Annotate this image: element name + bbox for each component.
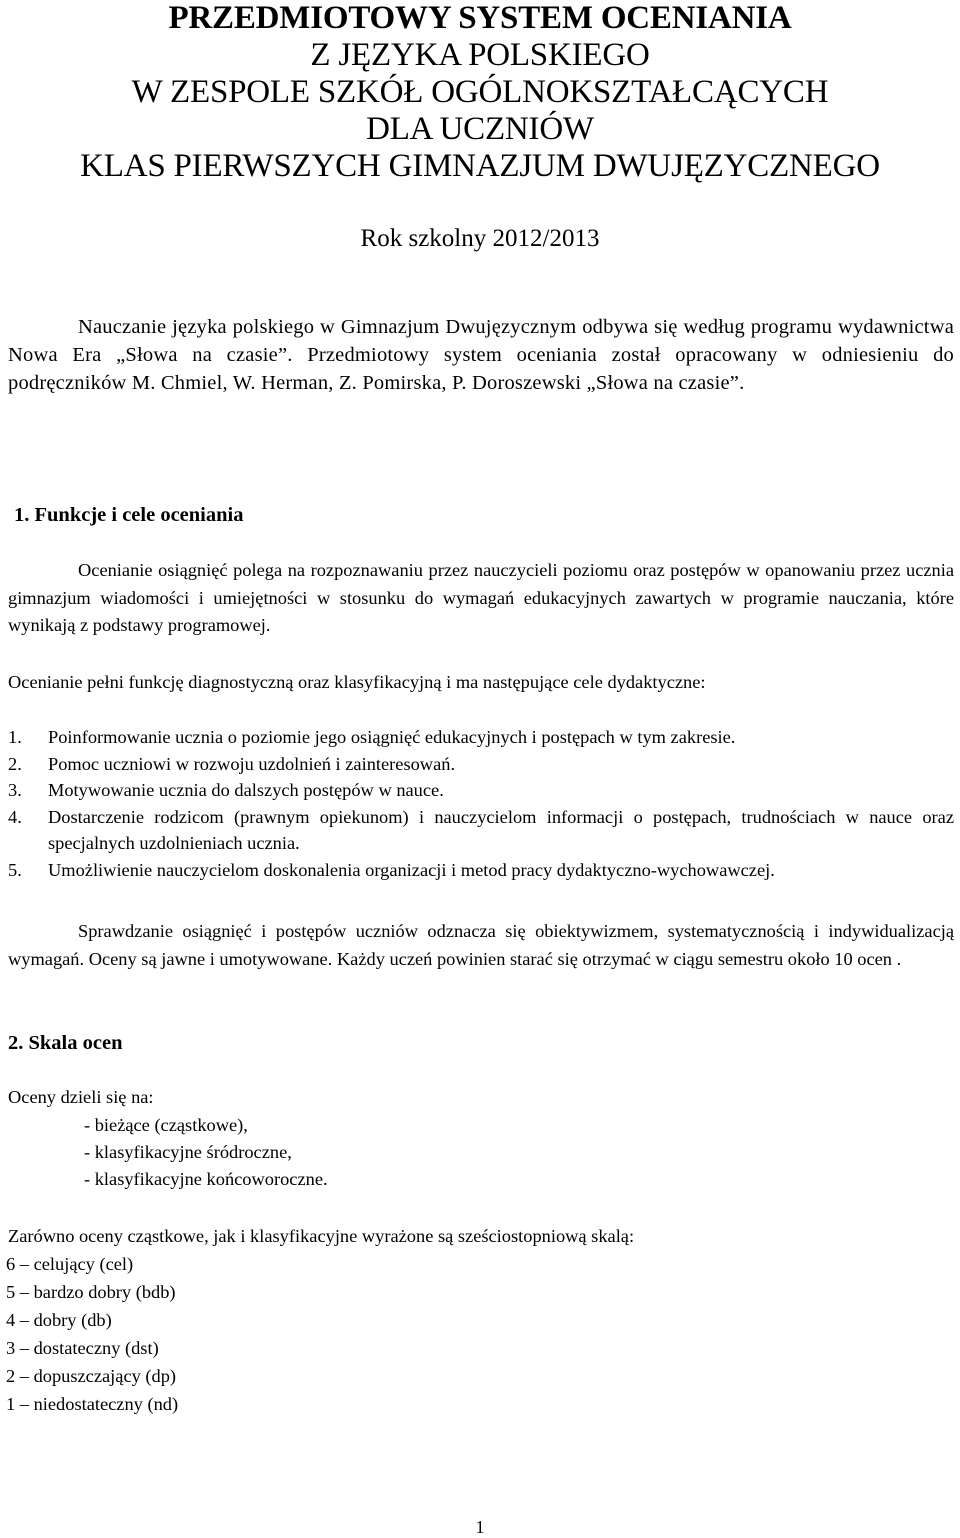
list-item-text: Motywowanie ucznia do dalszych postępów w nauce. <box>48 780 444 800</box>
list-item-number: 2. <box>8 753 22 774</box>
list-item-text: Dostarczenie rodzicom (prawnym opiekunom) i nauczycielom informacji o postępach, trudnościach w nauce oraz specjalnych uzdolnieniach ucznia. <box>48 806 954 853</box>
page-number: 1 <box>475 1517 485 1537</box>
paragraph-text: Ocenianie osiągnięć polega na rozpoznawaniu przez nauczycieli poziomu oraz postępów w opanowaniu przez ucznia gimnazjum wiadomości i umiejętności w stosunku do wymagań edukacyjnych zawartych w programie nauczania, które wynikają z podstawy programowej. <box>8 560 954 635</box>
list-item <box>8 857 954 884</box>
list-item-number: 5. <box>8 859 22 880</box>
list-item: 3 – dostateczny (dst) <box>6 1338 159 1358</box>
document-title <box>0 0 960 185</box>
paragraph-text: Sprawdzanie osiągnięć i postępów uczniów odznacza się obiektywizmem, systematycznością i indywidualizacją wymagań. Oceny są jawne i umotywowane. Każdy uczeń powinien starać się otrzymać w ciągu semestru około 10 ocen . <box>8 921 954 969</box>
section-1-heading: 1. Funkcje i cele oceniania <box>14 504 244 526</box>
list-item: 4 – dobry (db) <box>6 1310 112 1330</box>
list-item: - bieżące (cząstkowe), <box>84 1115 248 1135</box>
section-2-heading: 2. Skala ocen <box>8 1032 123 1054</box>
goals-list <box>8 724 954 883</box>
grade-scale-list <box>6 1250 178 1418</box>
grade-types-list <box>84 1112 328 1193</box>
intro-paragraph <box>8 313 954 397</box>
intro-text: Nauczanie języka polskiego w Gimnazjum Dwujęzycznym odbywa się według programu wydawnictwa Nowa Era „Słowa na czasie”. Przedmiotowy system oceniania został opracowany w odniesieniu do podręczników M. Chmiel, W. Herman, Z. Pomirska, P. Doroszewski „Słowa na czasie”. <box>8 316 954 394</box>
title-line: Z JĘZYKA POLSKIEGO <box>310 37 650 73</box>
list-item <box>8 777 954 804</box>
list-item <box>8 804 954 857</box>
list-item-text: Pomoc uczniowi w rozwoju uzdolnień i zainteresowań. <box>48 753 456 774</box>
title-line: KLAS PIERWSZYCH GIMNAZJUM DWUJĘZYCZNEGO <box>80 148 880 184</box>
section-1-paragraph-2: Ocenianie pełni funkcję diagnostyczną oraz klasyfikacyjną i ma następujące cele dydaktyczne: <box>8 672 706 692</box>
title-line: PRZEDMIOTOWY SYSTEM OCENIANIA <box>168 0 792 36</box>
list-item-number: 4. <box>8 806 22 827</box>
title-line: DLA UCZNIÓW <box>366 111 594 147</box>
list-item-text: Poinformowanie ucznia o poziomie jego osiągnięć edukacyjnych i postępach w tym zakresie. <box>48 727 736 747</box>
grade-types-intro: Oceny dzieli się na: <box>8 1087 154 1107</box>
list-item: 5 – bardzo dobry (bdb) <box>6 1282 176 1302</box>
section-1-paragraph-1 <box>8 557 954 640</box>
list-item: - klasyfikacyjne końcoworoczne. <box>84 1169 328 1189</box>
list-item-text: Umożliwienie nauczycielom doskonalenia organizacji i metod pracy dydaktyczno-wychowawczej. <box>48 859 775 880</box>
list-item <box>8 724 954 751</box>
list-item: 6 – celujący (cel) <box>6 1254 134 1274</box>
list-item: 1 – niedostateczny (nd) <box>6 1394 179 1414</box>
list-item: - klasyfikacyjne śródroczne, <box>84 1142 292 1162</box>
title-line: W ZESPOLE SZKÓŁ OGÓLNOKSZTAŁCĄCYCH <box>131 74 829 110</box>
section-1-paragraph-3 <box>8 918 954 973</box>
list-item <box>8 751 954 778</box>
list-item-number: 1. <box>8 727 22 747</box>
list-item-number: 3. <box>8 780 22 800</box>
grade-scale-intro: Zarówno oceny cząstkowe, jak i klasyfikacyjne wyrażone są sześciostopniową skalą: <box>8 1226 635 1246</box>
list-item: 2 – dopuszczający (dp) <box>6 1366 177 1386</box>
school-year: Rok szkolny 2012/2013 <box>360 225 600 252</box>
